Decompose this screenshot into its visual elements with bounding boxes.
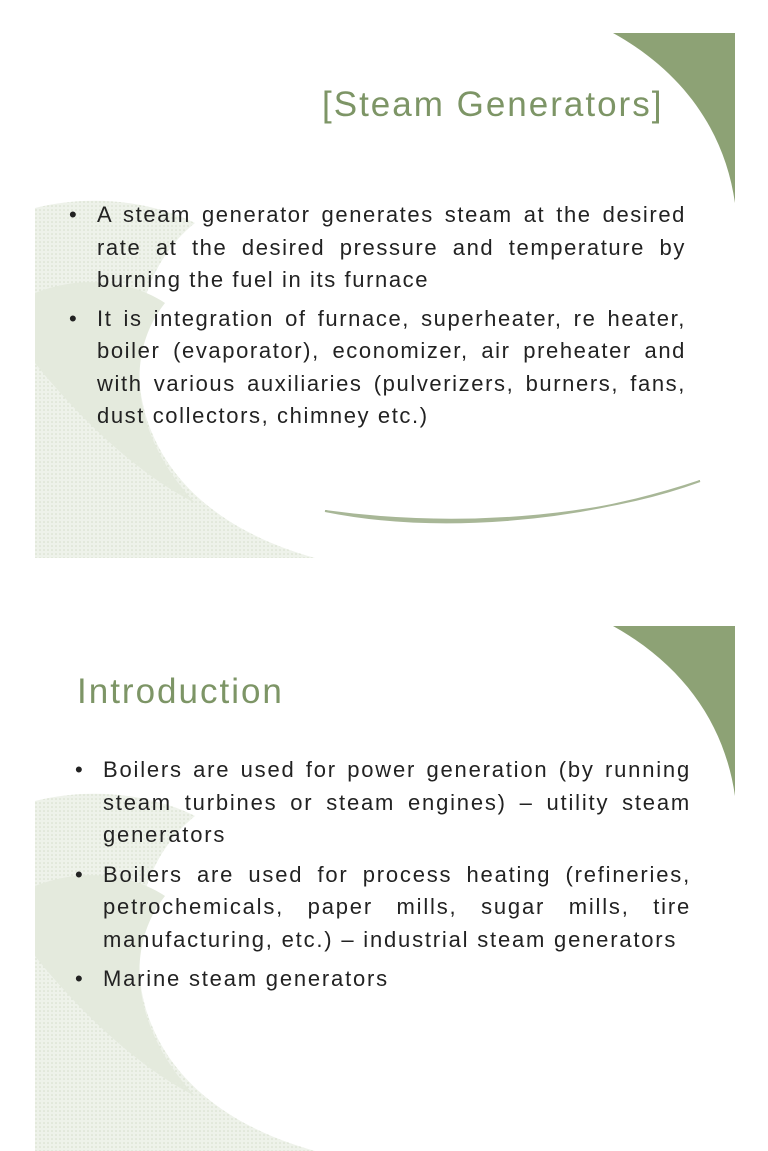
list-item — [73, 963, 691, 996]
bullet-text: Boilers are used for process heating (refineries, petrochemicals, paper mills, sugar mills, tire manufacturing, etc.) – industrial steam generators — [103, 861, 691, 952]
list-item — [67, 303, 686, 433]
bullet-text: Boilers are used for power generation (by running steam turbines or steam engines) – utility steam generators — [103, 757, 691, 847]
bullet-dot: • — [69, 202, 79, 227]
bullet-dot: • — [75, 966, 85, 991]
bullet-dot: • — [69, 305, 79, 331]
slide-steam-generators — [35, 33, 735, 558]
bullet-text: A steam generator generates steam at the desired rate at the desired pressure and temperature by burning the fuel in its furnace — [97, 202, 686, 292]
list-item — [73, 754, 691, 852]
bullet-text: Marine steam generators — [103, 966, 389, 991]
bullet-list — [73, 754, 691, 1003]
bullet-dot: • — [75, 757, 85, 782]
bullet-text: It is integration of furnace, superheater, re heater, boiler (evaporator), economizer, air preheater and with various auxiliaries (pulverizers, burners, fans, dust collectors, chimney etc.) — [97, 305, 686, 428]
list-item — [73, 859, 691, 957]
bullet-dot: • — [75, 861, 85, 887]
slide-title: Introduction — [77, 672, 284, 711]
slide-title: [Steam Generators] — [322, 85, 664, 124]
swirl-bottom-line — [325, 481, 700, 522]
bullet-list — [67, 199, 686, 439]
slide-introduction — [35, 626, 735, 1151]
list-item — [67, 199, 686, 297]
